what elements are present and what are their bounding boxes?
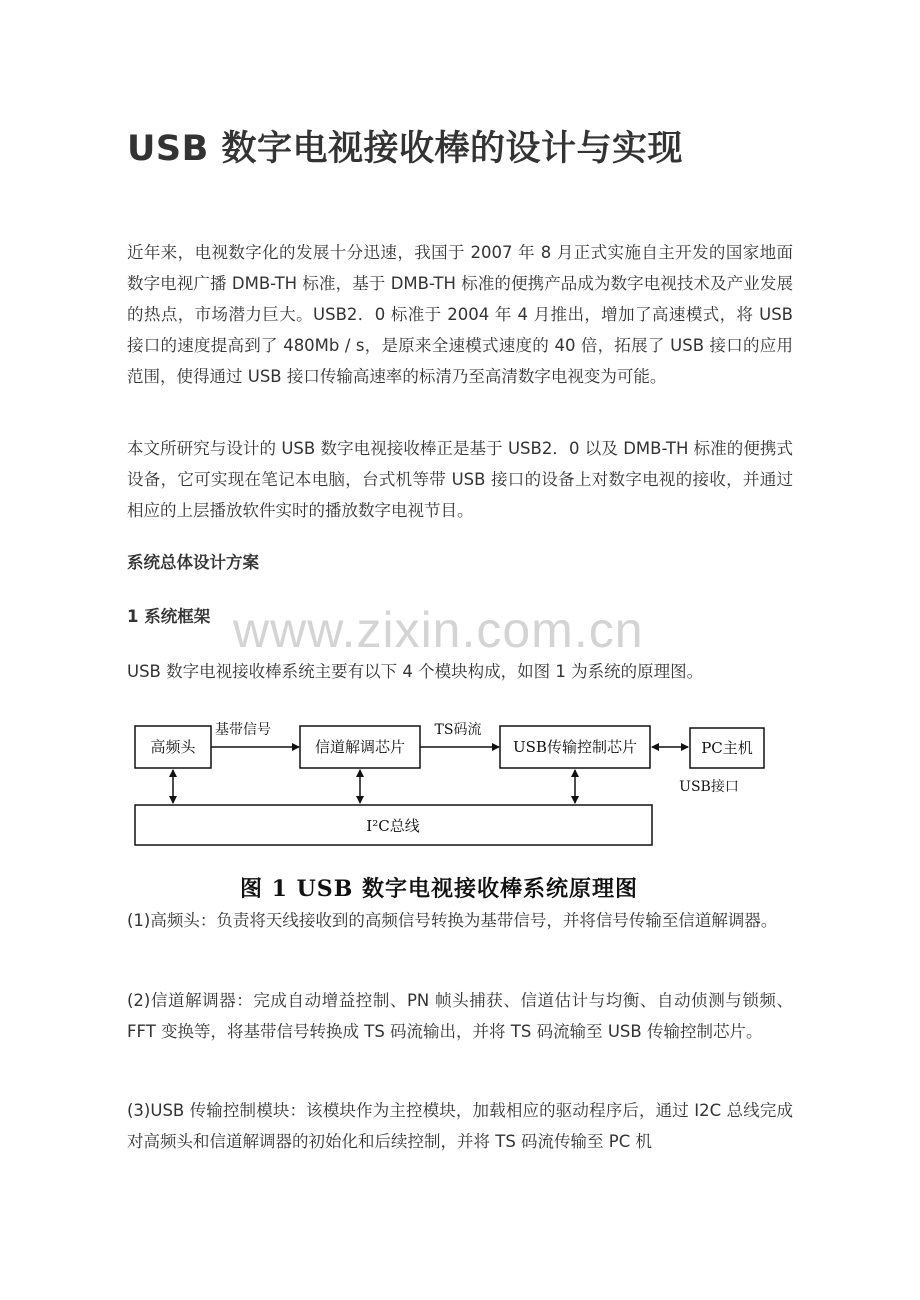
item-1-paragraph: (1)高频头：负责将天线接收到的高频信号转换为基带信号，并将信号传输至信道解调器。 [127, 911, 778, 930]
pc-label: PC主机 [701, 739, 753, 757]
page-title: USB 数字电视接收棒的设计与实现 [127, 129, 683, 169]
item-3-paragraph: (3)USB 传输控制模块：该模块作为主控模块，加载相应的驱动程序后，通过 I2C 总线完成对高频头和信道解调器的初始化和后续控制，并将 TS 码流传输至 PC 机 [127, 1101, 793, 1151]
usb-port-label: USB接口 [679, 779, 739, 795]
watermark: www.zixin.com.cn [233, 602, 644, 658]
tuner-label: 高频头 [150, 738, 196, 756]
figure-caption: 图 1 USB 数字电视接收棒系统原理图 [240, 876, 638, 902]
second-paragraph: 本文所研究与设计的 USB 数字电视接收棒正是基于 USB2．0 以及 DMB-TH 标准的便携式设备，它可实现在笔记本电脑，台式机等带 USB 接口的设备上对数字电视的接收，并通过相应的上层播放软件实时的播放数字电视节目。 [127, 439, 793, 520]
usb-ctrl-label: USB传输控制芯片 [513, 738, 637, 756]
demod-label: 信道解调芯片 [314, 738, 406, 756]
baseband-label: 基带信号 [215, 722, 271, 738]
section-heading-system-design: 系统总体设计方案 [127, 553, 259, 572]
diagram-svg [127, 715, 787, 855]
ts-label: TS码流 [434, 722, 482, 738]
system-block-diagram [127, 715, 787, 855]
i2c-bus-label: I²C总线 [366, 817, 420, 835]
section-heading-framework: 1 系统框架 [127, 607, 211, 626]
item-2-paragraph: (2)信道解调器：完成自动增益控制、PN 帧头捕获、信道估计与均衡、自动侦测与锁频、FFT 变换等，将基带信号转换成 TS 码流输出，并将 TS 码流输至 USB 传输控制芯片。 [127, 991, 793, 1041]
intro-paragraph: 近年来，电视数字化的发展十分迅速，我国于 2007 年 8 月正式实施自主开发的国家地面数字电视广播 DMB-TH 标准，基于 DMB-TH 标准的便携产品成为数字电视技术及产业发展的热点，市场潜力巨大。USB2．0 标准于 2004 年 4 月推出，增加了高速模式，将 USB 接口的速度提高到了 480Mb / s，是原来全速模式速度的 40 倍，拓展了 USB 接口的应用范围，使得通过 USB 接口传输高速率的标清乃至高清数字电视变为可能。 [127, 243, 793, 386]
framework-intro-paragraph: USB 数字电视接收棒系统主要有以下 4 个模块构成，如图 1 为系统的原理图。 [127, 662, 704, 681]
